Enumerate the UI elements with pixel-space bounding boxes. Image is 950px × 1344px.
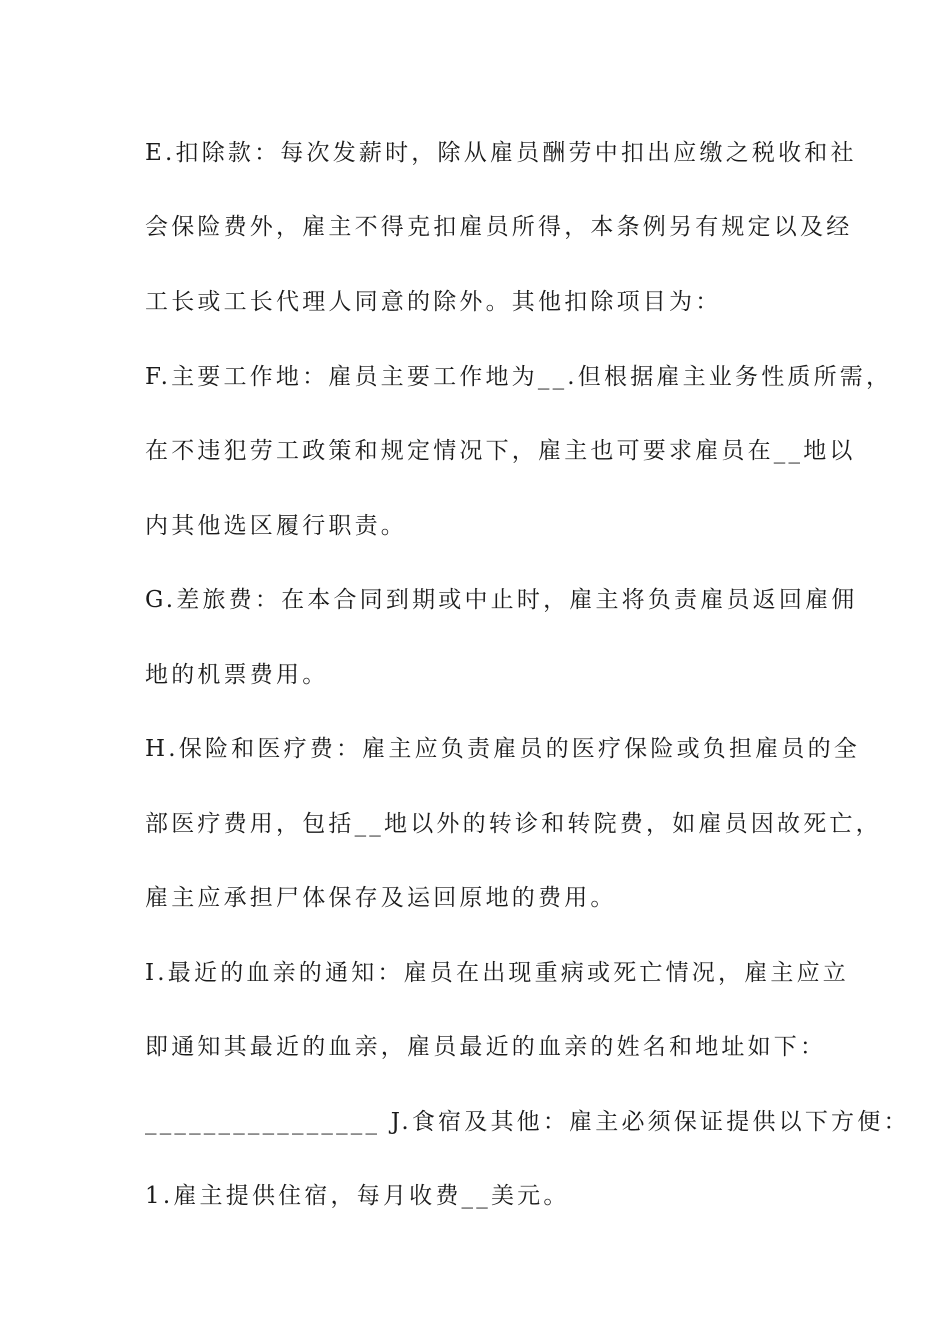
text-line-insurance-3: 雇主应承担尸体保存及运回原地的费用。 xyxy=(145,885,617,911)
text-line-deductions-2: 会保险费外，雇主不得克扣雇员所得，本条例另有规定以及经 xyxy=(145,214,853,240)
text-line-workplace-3: 内其他选区履行职责。 xyxy=(145,513,407,539)
text-line-workplace-2: 在不违犯劳工政策和规定情况下，雇主也可要求雇员在__地以 xyxy=(145,438,856,464)
text-line-board-2: 1.雇主提供住宿，每月收费__美元。 xyxy=(145,1183,570,1209)
text-line-insurance-2: 部医疗费用，包括__地以外的转诊和转院费，如雇员因故死亡， xyxy=(145,811,882,837)
text-line-deductions-3: 工长或工长代理人同意的除外。其他扣除项目为： xyxy=(145,289,722,315)
text-line-travel-2: 地的机票费用。 xyxy=(145,662,329,688)
text-line-notification-2: 即通知其最近的血亲，雇员最近的血亲的姓名和地址如下： xyxy=(145,1034,827,1060)
text-line-notification-1: I.最近的血亲的通知：雇员在出现重病或死亡情况，雇主应立 xyxy=(145,960,849,986)
text-line-deductions-1: E.扣除款：每次发薪时，除从雇员酬劳中扣出应缴之税收和社 xyxy=(145,140,857,166)
text-line-board-1: ________________ J.食宿及其他：雇主必须保证提供以下方便： xyxy=(145,1109,910,1135)
text-line-workplace-1: F.主要工作地：雇员主要工作地为__.但根据雇主业务性质所需， xyxy=(145,364,893,390)
text-line-insurance-1: H.保险和医疗费：雇主应负责雇员的医疗保险或负担雇员的全 xyxy=(145,736,860,762)
text-line-travel-1: G.差旅费：在本合同到期或中止时，雇主将负责雇员返回雇佣 xyxy=(145,587,858,613)
